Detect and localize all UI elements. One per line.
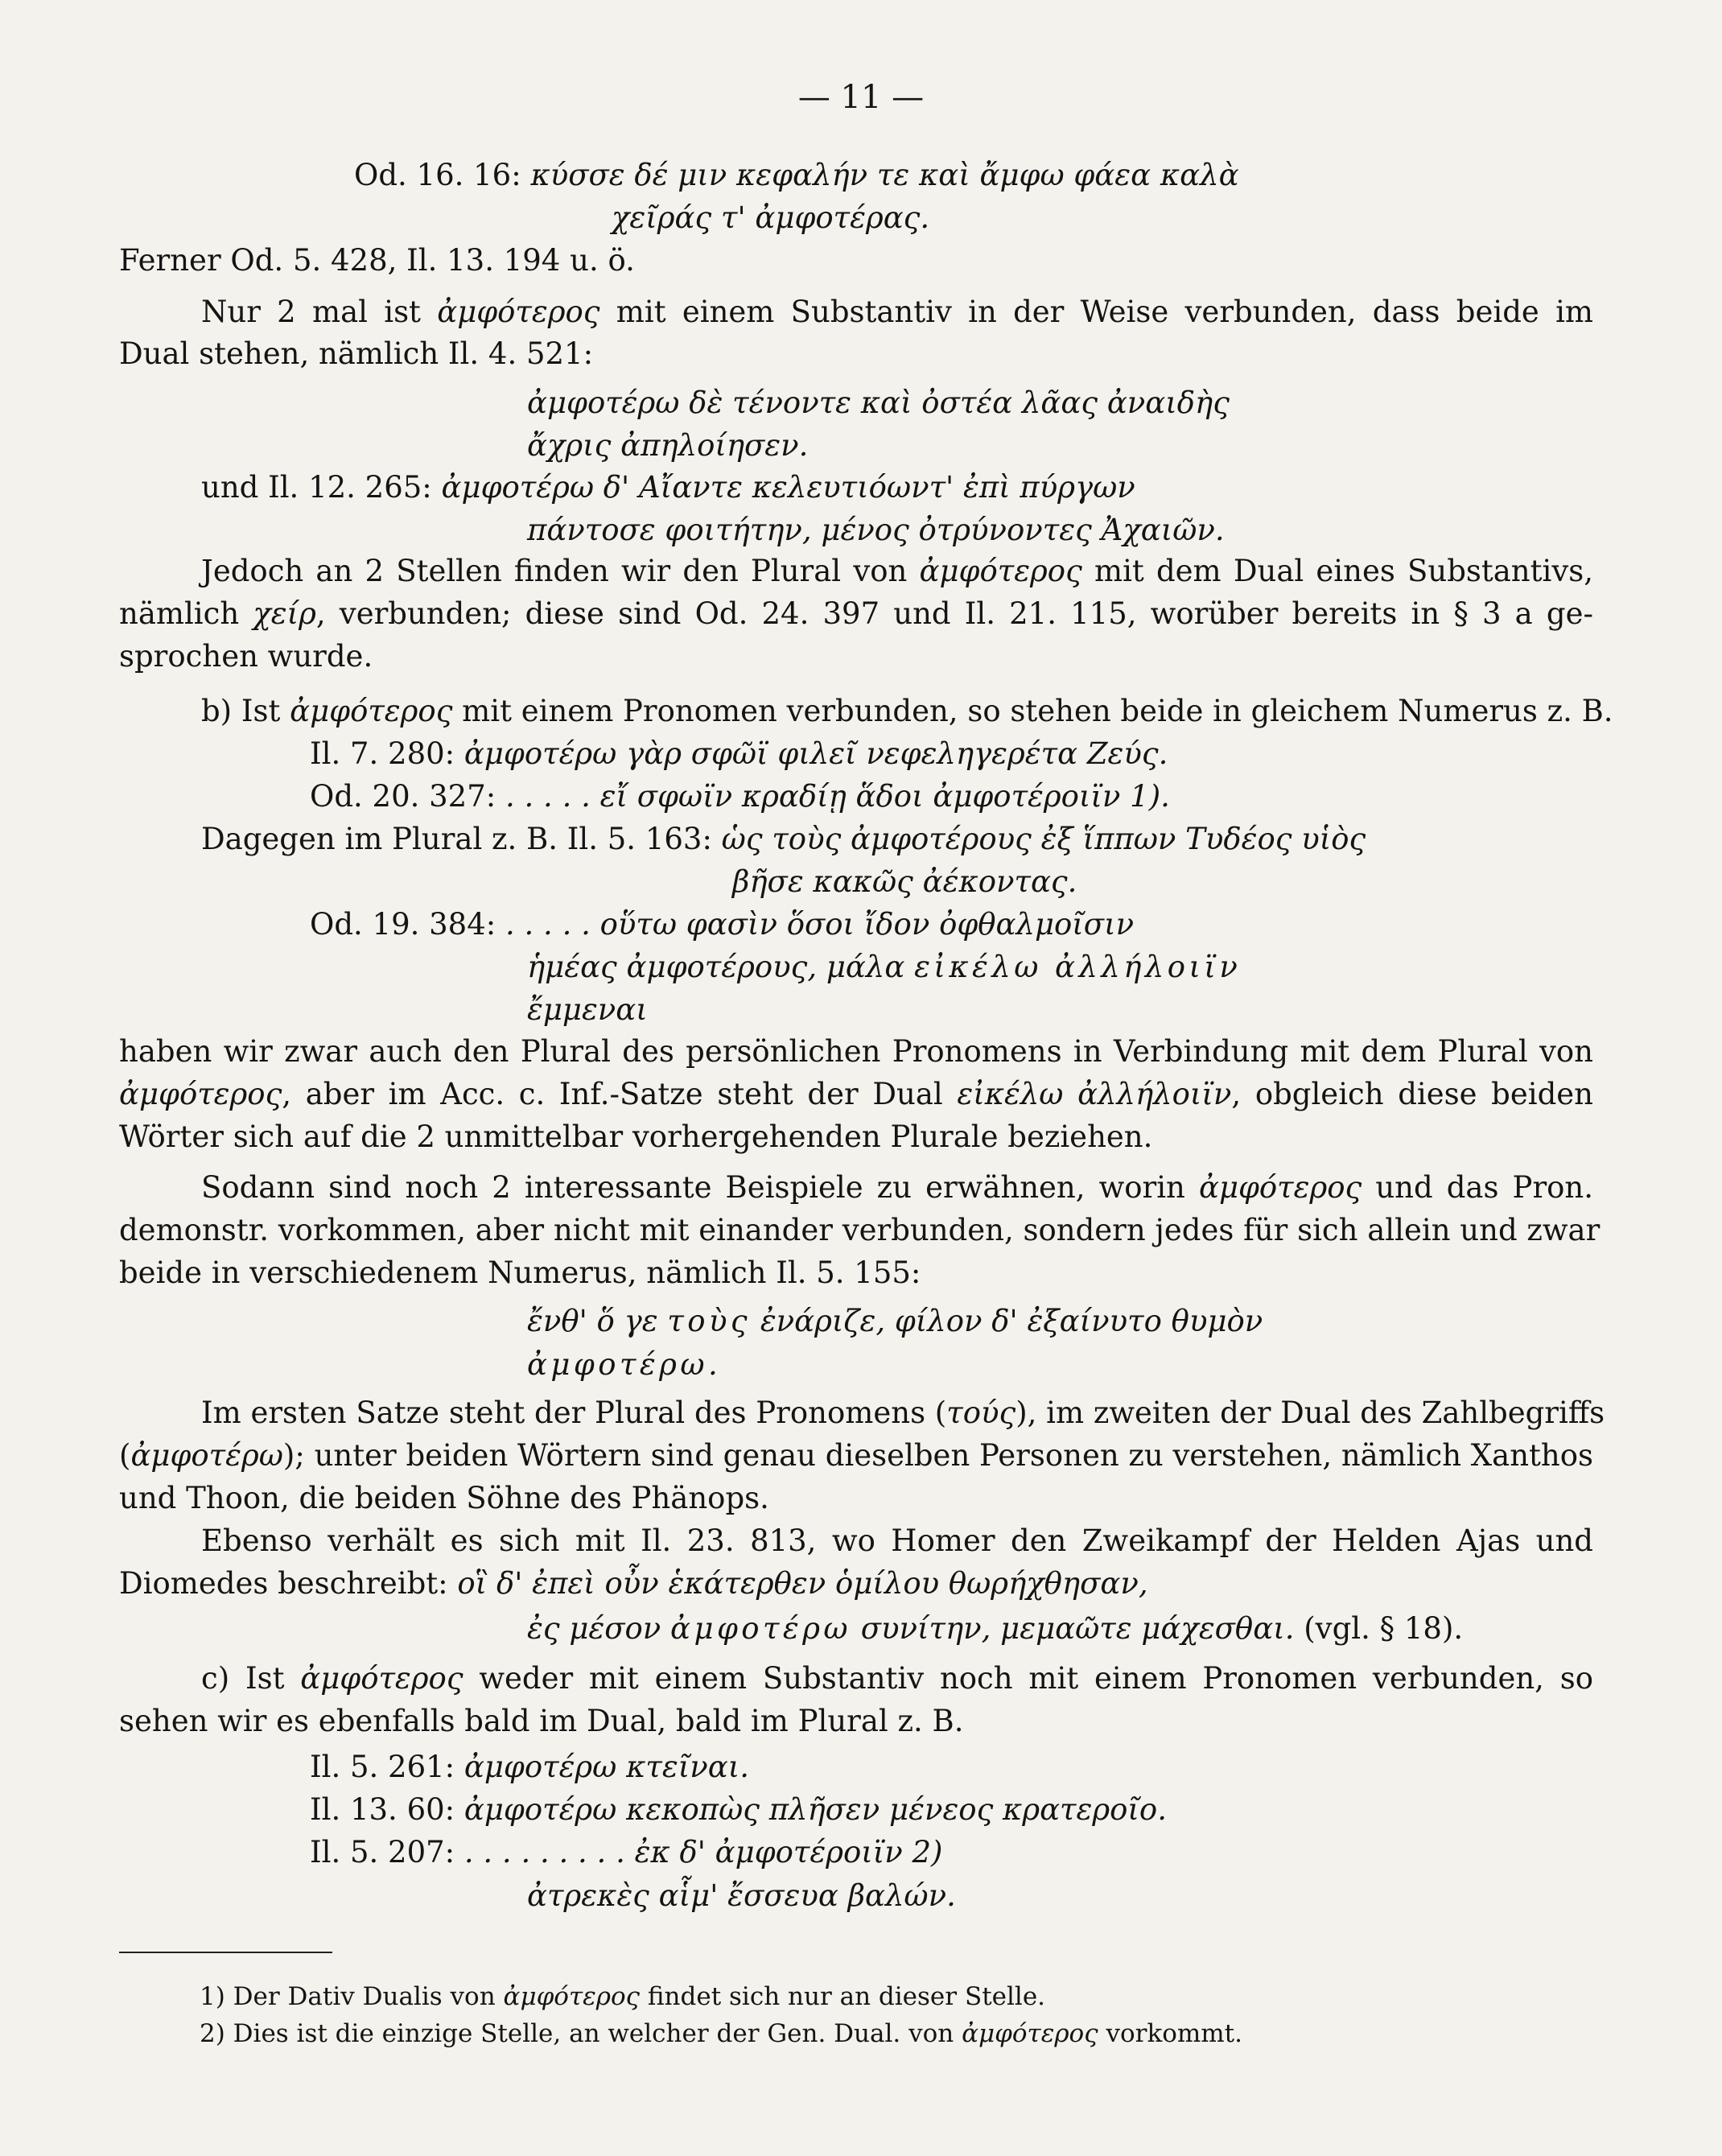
text-line — [310, 1746, 1593, 1788]
body-text: , aber im Acc. c. Inf.-Satze steht der Dual — [282, 1077, 958, 1111]
greek-word: ἀμφοτέρω — [130, 1438, 283, 1473]
greek-word: ἀμφότερος — [962, 2019, 1098, 2048]
text-line — [119, 1031, 1593, 1073]
text-line — [119, 593, 1593, 635]
greek-word: εἰκέλω ἀλλήλοιϊν — [957, 1077, 1232, 1111]
footnote-text: findet sich nur an dieser Stelle. — [640, 1982, 1046, 2011]
citation: Il. 5. 261: — [310, 1750, 464, 1784]
text-line — [201, 690, 1613, 732]
body-text: Sodann sind noch 2 interessante Beispiele zu erwähnen, worin — [201, 1170, 1199, 1205]
greek-quote-spaced: ἀμφοτέρω — [670, 1611, 852, 1646]
text-line — [201, 818, 1593, 860]
text-line — [527, 989, 1593, 1031]
greek-quote: χεῖράς τ' ἀμφοτέρας. — [612, 200, 930, 235]
text-line — [310, 1789, 1593, 1831]
body-text: , obgleich diese beiden — [1231, 1077, 1594, 1111]
text-line — [527, 382, 1593, 424]
text-line — [201, 1167, 1593, 1209]
body-text: mit einem Substantiv in der Weise verbunden, dass beide im — [599, 295, 1593, 329]
text-line — [527, 509, 1593, 551]
footnote-text: vorkommt. — [1098, 2019, 1242, 2048]
greek-quote: ἄχρις ἀπηλοίησεν. — [527, 428, 809, 463]
greek-quote: . . . . . . . . . ἐκ δ' ἀμφοτέροιϊν 2) — [463, 1835, 943, 1869]
text-line — [527, 1301, 1593, 1342]
citation: Od. 20. 327: — [310, 779, 505, 814]
body-text: demonstr. vorkommen, aber nicht mit einander verbunden, sondern jedes für sich allein und zwar — [119, 1213, 1600, 1247]
text-line — [119, 1435, 1593, 1477]
page-number: — 11 — — [797, 79, 925, 116]
text-line — [119, 1700, 1593, 1742]
text-line — [201, 1658, 1593, 1700]
text-line — [201, 291, 1593, 333]
footnote — [200, 2017, 1242, 2051]
text-line — [119, 1210, 1600, 1251]
greek-quote: . . . . . οὕτω φασὶν ὅσοι ἴδον ὀφθαλμοῖσιν — [505, 907, 1135, 942]
body-text: und Thoon, die beiden Söhne des Phänops. — [119, 1481, 769, 1515]
text-line — [119, 1074, 1593, 1115]
greek-quote: . . . . . εἴ σφωϊν κραδίῃ ἅδοι ἀμφοτέροιϊν 1). — [505, 779, 1170, 814]
text-line — [119, 1478, 1593, 1519]
greek-word: ἀμφότερος — [503, 1982, 641, 2011]
text-line — [201, 1520, 1593, 1562]
greek-word: ἀμφότερος — [437, 295, 600, 329]
body-text: Jedoch an 2 Stellen finden wir den Plural von — [201, 554, 920, 588]
greek-word: ἀμφότερος — [119, 1077, 282, 1111]
text-line — [201, 550, 1593, 592]
body-text: ), im zweiten der Dual des Zahlbegriffs — [1015, 1395, 1605, 1430]
body-text: Dual stehen, nämlich Il. 4. 521: — [119, 336, 594, 371]
greek-word: ἀμφότερος — [300, 1661, 463, 1696]
text-line — [201, 467, 1593, 509]
body-text: c) Ist — [201, 1661, 301, 1696]
text-line — [527, 1608, 1593, 1650]
greek-quote: κύσσε δέ μιν κεφαλήν τε καὶ ἄμφω φάεα καλὰ — [530, 158, 1239, 192]
body-text: ); unter beiden Wörtern sind genau dieselben Personen zu verstehen, nämlich Xanthos — [282, 1438, 1593, 1473]
body-text: und das Pron. — [1362, 1170, 1594, 1205]
greek-quote: συνίτην, μεμαῶτε μάχεσθαι. — [851, 1611, 1295, 1646]
text-line — [310, 904, 1593, 946]
greek-word: χείρ — [253, 596, 316, 631]
text-line — [119, 1252, 1593, 1294]
body-text: mit einem Pronomen verbunden, so stehen beide in gleichem Numerus z. B. — [452, 694, 1613, 728]
body-text: , verbunden; diese sind Od. 24. 397 und Il. 21. 115, worüber bereits in § 3 a ge- — [315, 596, 1593, 631]
body-text: weder mit einem Substantiv noch mit einem Pronomen verbunden, so — [463, 1661, 1594, 1696]
body-text: ( — [119, 1438, 131, 1473]
greek-quote-spaced: εἰκέλω ἀλλήλοιϊν — [914, 950, 1242, 984]
footnote-text: 1) Der Dativ Dualis von — [200, 1982, 504, 2011]
citation: und Il. 12. 265: — [201, 470, 442, 505]
greek-word: ἀμφότερος — [1198, 1170, 1362, 1205]
text-line — [310, 1832, 1593, 1874]
text-line — [310, 733, 1593, 775]
body-text: beide in verschiedenem Numerus, nämlich Il. 5. 155: — [119, 1255, 921, 1290]
footnote-divider — [119, 1952, 332, 1953]
greek-quote: οἳ δ' ἐπεὶ οὖν ἑκάτερθεν ὁμίλου θωρήχθησαν, — [457, 1566, 1148, 1601]
greek-quote: ἀμφοτέρω κεκοπὼς πλῆσεν μένεος κρατεροῖο. — [463, 1792, 1167, 1827]
greek-quote: βῆσε κακῶς ἀέκοντας. — [732, 864, 1077, 899]
text-line — [612, 197, 1593, 239]
greek-word: ἀμφότερος — [919, 554, 1082, 588]
footnote-text: 2) Dies ist die einzige Stelle, an welcher der Gen. Dual. von — [200, 2019, 962, 2048]
body-text: Ferner Od. 5. 428, Il. 13. 194 u. ö. — [119, 243, 635, 278]
citation: Od. 19. 384: — [310, 907, 505, 942]
greek-quote: ἐς μέσον — [527, 1611, 671, 1646]
citation: Il. 13. 60: — [310, 1792, 464, 1827]
text-line — [527, 946, 1593, 988]
body-text: Wörter sich auf die 2 unmittelbar vorhergehenden Plurale beziehen. — [119, 1119, 1153, 1154]
greek-quote: ἀτρεκὲς αἷμ' ἔσσευα βαλών. — [527, 1878, 956, 1913]
citation: Il. 7. 280: — [310, 736, 464, 771]
greek-quote: ἀμφοτέρω κτεῖναι. — [463, 1750, 749, 1784]
footnote — [200, 1980, 1045, 2014]
text-line — [119, 636, 1593, 678]
citation: Il. 5. 207: — [310, 1835, 464, 1869]
greek-quote: ἀμφοτέρω δὲ τένοντε καὶ ὀστέα λᾶας ἀναιδὴς — [527, 385, 1230, 420]
text-line — [354, 155, 1593, 196]
citation: (vgl. § 18). — [1294, 1611, 1464, 1646]
greek-quote: πάντοσε φοιτήτην, μένος ὀτρύνοντες Ἀχαιῶν. — [527, 513, 1225, 547]
greek-quote: ἔμμεναι — [527, 992, 648, 1027]
body-text: Diomedes beschreibt: — [119, 1566, 458, 1601]
citation: Dagegen im Plural z. B. Il. 5. 163: — [201, 822, 722, 856]
greek-quote: ἀμφοτέρω γὰρ σφῶϊ φιλεῖ νεφεληγερέτα Ζεύς. — [463, 736, 1168, 771]
body-text: Ebenso verhält es sich mit Il. 23. 813, wo Homer den Zweikampf der Helden Ajas und — [201, 1523, 1593, 1558]
greek-quote: ὡς τοὺς ἀμφοτέρους ἐξ ἵππων Τυδέος υἱὸς — [721, 822, 1366, 856]
text-line — [310, 776, 1593, 818]
text-line — [119, 240, 1593, 282]
body-text: sehen wir es ebenfalls bald im Dual, bald im Plural z. B. — [119, 1704, 964, 1738]
text-line — [527, 1875, 1593, 1917]
text-line — [119, 333, 1593, 375]
greek-word: ἀμφότερος — [290, 694, 453, 728]
text-line — [201, 1392, 1605, 1434]
citation: Od. 16. 16: — [354, 158, 531, 192]
greek-quote: ἡμέας ἀμφοτέρους, μάλα — [527, 950, 915, 984]
body-text: Nur 2 mal ist — [201, 295, 438, 329]
body-text: Im ersten Satze steht der Plural des Pronomens ( — [201, 1395, 947, 1430]
text-line — [527, 1344, 1593, 1386]
greek-quote: ἐνάριζε, φίλον δ' ἐξαίνυτο θυμὸν — [751, 1304, 1263, 1338]
body-text: haben wir zwar auch den Plural des persönlichen Pronomens in Verbindung mit dem Plural von — [119, 1034, 1593, 1069]
body-text: b) Ist — [201, 694, 290, 728]
greek-quote: ἔνθ' ὅ γε — [527, 1304, 668, 1338]
text-line — [732, 861, 1593, 903]
greek-quote: ἀμφοτέρω δ' Αἴαντε κελευτιόωντ' ἐπὶ πύργων — [441, 470, 1135, 505]
body-text: sprochen wurde. — [119, 639, 373, 674]
text-line — [119, 1563, 1593, 1605]
greek-word: τούς — [946, 1395, 1016, 1430]
greek-quote-spaced: τοὺς — [667, 1304, 752, 1338]
text-line — [119, 1116, 1593, 1158]
text-line — [527, 425, 1593, 467]
body-text: nämlich — [119, 596, 253, 631]
body-text: mit dem Dual eines Substantivs, — [1081, 554, 1593, 588]
greek-quote-spaced: ἀμφοτέρω. — [527, 1347, 722, 1382]
